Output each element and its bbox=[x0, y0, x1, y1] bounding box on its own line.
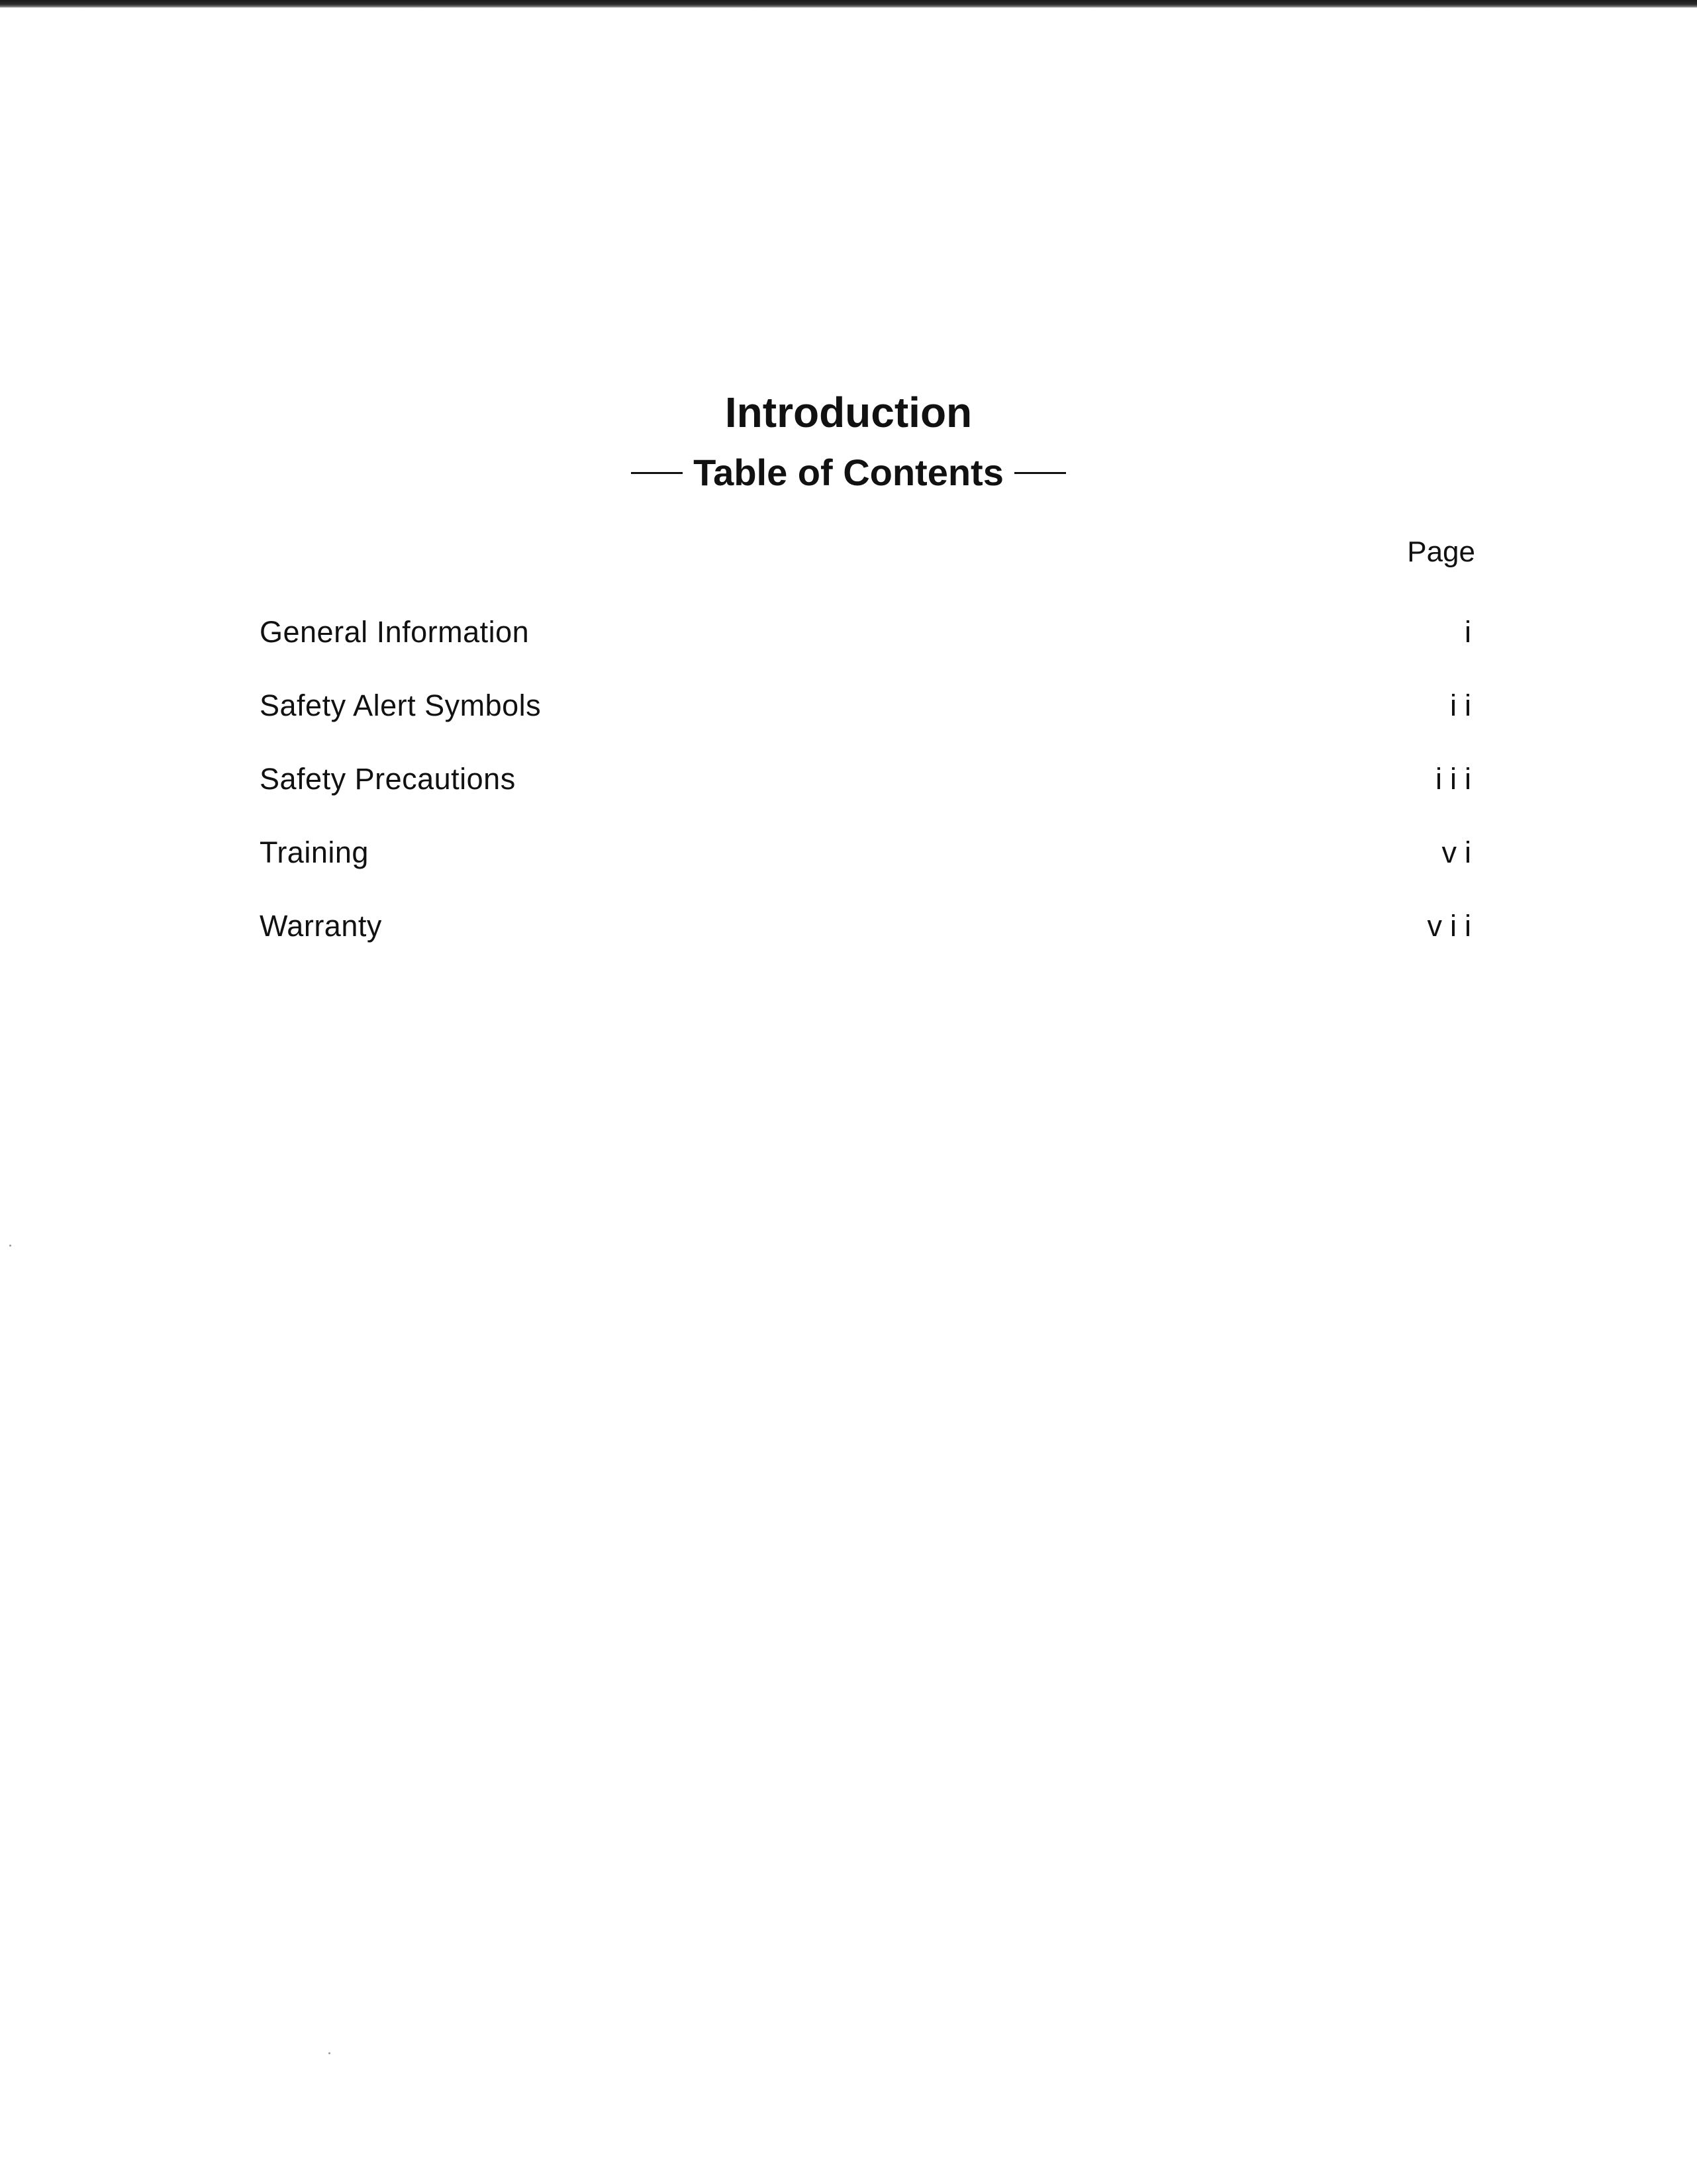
toc-entry-title: Safety Alert Symbols bbox=[260, 688, 542, 722]
scan-speck bbox=[328, 2052, 330, 2054]
toc-entry-title: Safety Precautions bbox=[260, 762, 516, 796]
dot-leader bbox=[553, 676, 1438, 716]
dot-leader bbox=[381, 823, 1430, 863]
heading-right-dash bbox=[1014, 472, 1066, 474]
toc-entry-training[interactable] bbox=[260, 823, 1479, 896]
toc-entry-page: ii bbox=[1450, 688, 1479, 722]
page-column-label: Page bbox=[1407, 536, 1475, 568]
toc-entry-warranty[interactable] bbox=[260, 896, 1479, 970]
dot-leader bbox=[541, 602, 1453, 642]
heading-left-dash bbox=[631, 472, 683, 474]
toc-entry-page: vi bbox=[1441, 835, 1479, 869]
page-title: Introduction bbox=[724, 388, 973, 436]
toc-list bbox=[260, 602, 1479, 970]
toc-entry-general-information[interactable] bbox=[260, 602, 1479, 676]
scan-speck bbox=[9, 1245, 11, 1247]
dot-leader bbox=[528, 749, 1424, 789]
toc-entry-page: i bbox=[1465, 615, 1479, 649]
toc-heading bbox=[0, 448, 1697, 498]
toc-entry-page: vii bbox=[1427, 909, 1479, 943]
toc-heading-label: Table of Contents bbox=[693, 451, 1004, 493]
toc-entry-title: General Information bbox=[260, 615, 530, 649]
toc-entry-safety-alert-symbols[interactable] bbox=[260, 676, 1479, 749]
dot-leader bbox=[394, 896, 1416, 936]
scan-top-edge bbox=[0, 0, 1697, 8]
toc-entry-page: iii bbox=[1435, 762, 1479, 796]
toc-entry-title: Warranty bbox=[260, 909, 382, 943]
toc-entry-title: Training bbox=[260, 835, 369, 869]
toc-entry-safety-precautions[interactable] bbox=[260, 749, 1479, 823]
